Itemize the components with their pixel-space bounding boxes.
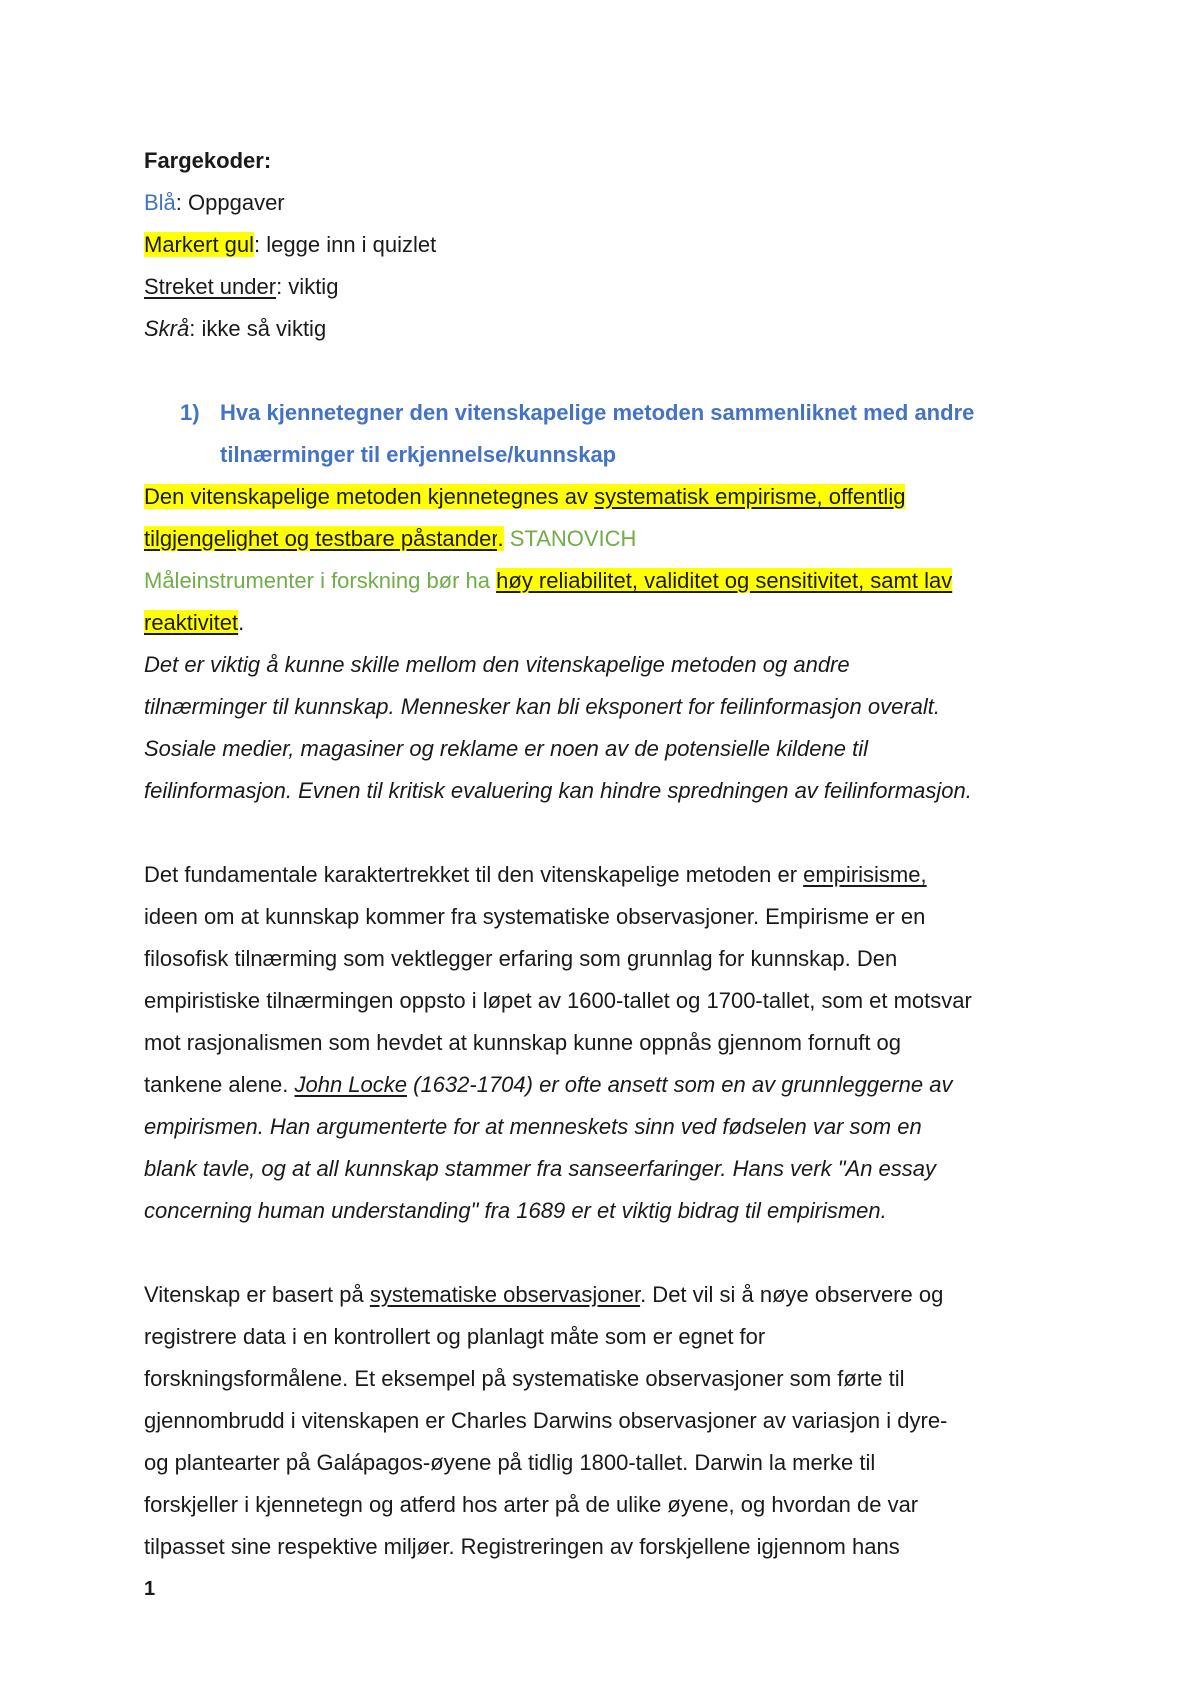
legend-blue — [144, 182, 1074, 224]
spacer — [144, 812, 1074, 854]
observations-line6: forskjeller i kjennetegn og atferd hos arter på de ulike øyene, og hvordan de var — [144, 1492, 919, 1517]
document-body — [144, 140, 1074, 1568]
legend-italic-key: Skrå — [144, 316, 190, 341]
legend-underline-key: Streket under — [144, 274, 277, 299]
legend-yellow-desc: : legge inn i quizlet — [254, 232, 437, 257]
observations-text-cont: . Det vil si å nøye observere og — [640, 1282, 944, 1307]
empiricism-line5: mot rasjonalismen som hevdet at kunnskap kunne oppnås gjennom fornuft og — [144, 1030, 902, 1055]
answer-text: Den vitenskapelige metoden kjennetegnes av — [144, 484, 595, 509]
empiricism-line1 — [144, 854, 1074, 896]
observations-line2: registrere data i en kontrollert og planlagt måte som er egnet for — [144, 1324, 766, 1349]
empiricism-line7: empirismen. Han argumenterte for at menneskets sinn ved fødselen var som en — [144, 1114, 922, 1139]
observations-line3: forskningsformålene. Et eksempel på systematiske observasjoner som førte til — [144, 1366, 905, 1391]
observations-line7: tilpasset sine respektive miljøer. Registreringen av forskjellene igjennom hans — [144, 1534, 900, 1559]
measurement-key-term-end: reaktivitet — [144, 610, 239, 635]
empiricism-line3: filosofisk tilnærming som vektlegger erfaring som grunnlag for kunnskap. Den — [144, 946, 898, 971]
legend-italic-desc: : ikke så viktig — [189, 316, 327, 341]
observations-text: Vitenskap er basert på — [144, 1282, 370, 1307]
legend-underline-desc: : viktig — [276, 274, 339, 299]
italic-para-line4: feilinformasjon. Evnen til kritisk evaluering kan hindre spredningen av feilinformasjon. — [144, 778, 972, 803]
observations-line5: og plantearter på Galápagos-øyene på tidlig 1800-tallet. Darwin la merke til — [144, 1450, 876, 1475]
answer-key-terms-cont: tilgjengelighet og testbare påstander — [144, 526, 498, 551]
answer-key-terms: systematisk empirisme, offentlig — [594, 484, 906, 509]
legend-yellow — [144, 224, 1074, 266]
empiricism-line4: empiristiske tilnærmingen oppsto i løpet av 1600-tallet og 1700-tallet, som et motsvar — [144, 988, 972, 1013]
empiricism-text: tankene alene. — [144, 1072, 295, 1097]
answer-period: . — [497, 526, 504, 551]
spacer — [144, 350, 1074, 392]
question-text-line1: Hva kjennetegner den vitenskapelige metoden sammenliknet med andre — [220, 400, 975, 425]
legend-italic — [144, 308, 1074, 350]
question-text-line2: tilnærminger til erkjennelse/kunnskap — [220, 442, 617, 467]
observations-key-term: systematiske observasjoner — [369, 1282, 641, 1307]
measurement-period: . — [238, 610, 245, 635]
observations-line1 — [144, 1274, 1074, 1316]
locke-name: John Locke — [294, 1072, 407, 1097]
empiricism-text: Det fundamentale karaktertrekket til den vitenskapelige metoden er — [144, 862, 804, 887]
legend-yellow-key: Markert gul — [144, 232, 255, 257]
answer-line2 — [144, 518, 1074, 560]
question-number: 1) — [180, 400, 200, 425]
italic-para-line1: Det er viktig å kunne skille mellom den vitenskapelige metoden og andre — [144, 652, 850, 677]
italic-para-line2: tilnærminger til kunnskap. Mennesker kan bli eksponert for feilinformasjon overalt. — [144, 694, 941, 719]
answer-line3 — [144, 560, 1074, 602]
answer-line1 — [144, 476, 1074, 518]
empiricism-italic-text: (1632-1704) er ofte ansett som en av grunnleggerne av — [407, 1072, 953, 1097]
legend-blue-key: Blå — [144, 190, 176, 215]
empiricism-line9: concerning human understanding" fra 1689 er et viktig bidrag til empirismen. — [144, 1198, 887, 1223]
legend-title: Fargekoder: — [144, 148, 272, 173]
answer-line4 — [144, 602, 1074, 644]
answer-source: STANOVICH — [503, 526, 637, 551]
legend-underline — [144, 266, 1074, 308]
measurement-key-terms: høy reliabilitet, validitet og sensitivitet, samt lav — [496, 568, 953, 593]
empiricism-line8: blank tavle, og at all kunnskap stammer fra sanseerfaringer. Hans verk "An essay — [144, 1156, 937, 1181]
italic-para-line3: Sosiale medier, magasiner og reklame er noen av de potensielle kildene til — [144, 736, 868, 761]
question-heading — [144, 392, 1074, 434]
observations-line4: gjennombrudd i vitenskapen er Charles Darwins observasjoner av variasjon i dyre- — [144, 1408, 948, 1433]
measurement-text: Måleinstrumenter i forskning bør ha — [144, 568, 497, 593]
page-number: 1 — [144, 1578, 156, 1600]
legend-blue-desc: : Oppgaver — [175, 190, 285, 215]
empiricism-line2: ideen om at kunnskap kommer fra systematiske observasjoner. Empirisme er en — [144, 904, 926, 929]
empiricism-line6 — [144, 1064, 1074, 1106]
empiricism-key-term: empirisisme, — [803, 862, 927, 887]
spacer — [144, 1232, 1074, 1274]
